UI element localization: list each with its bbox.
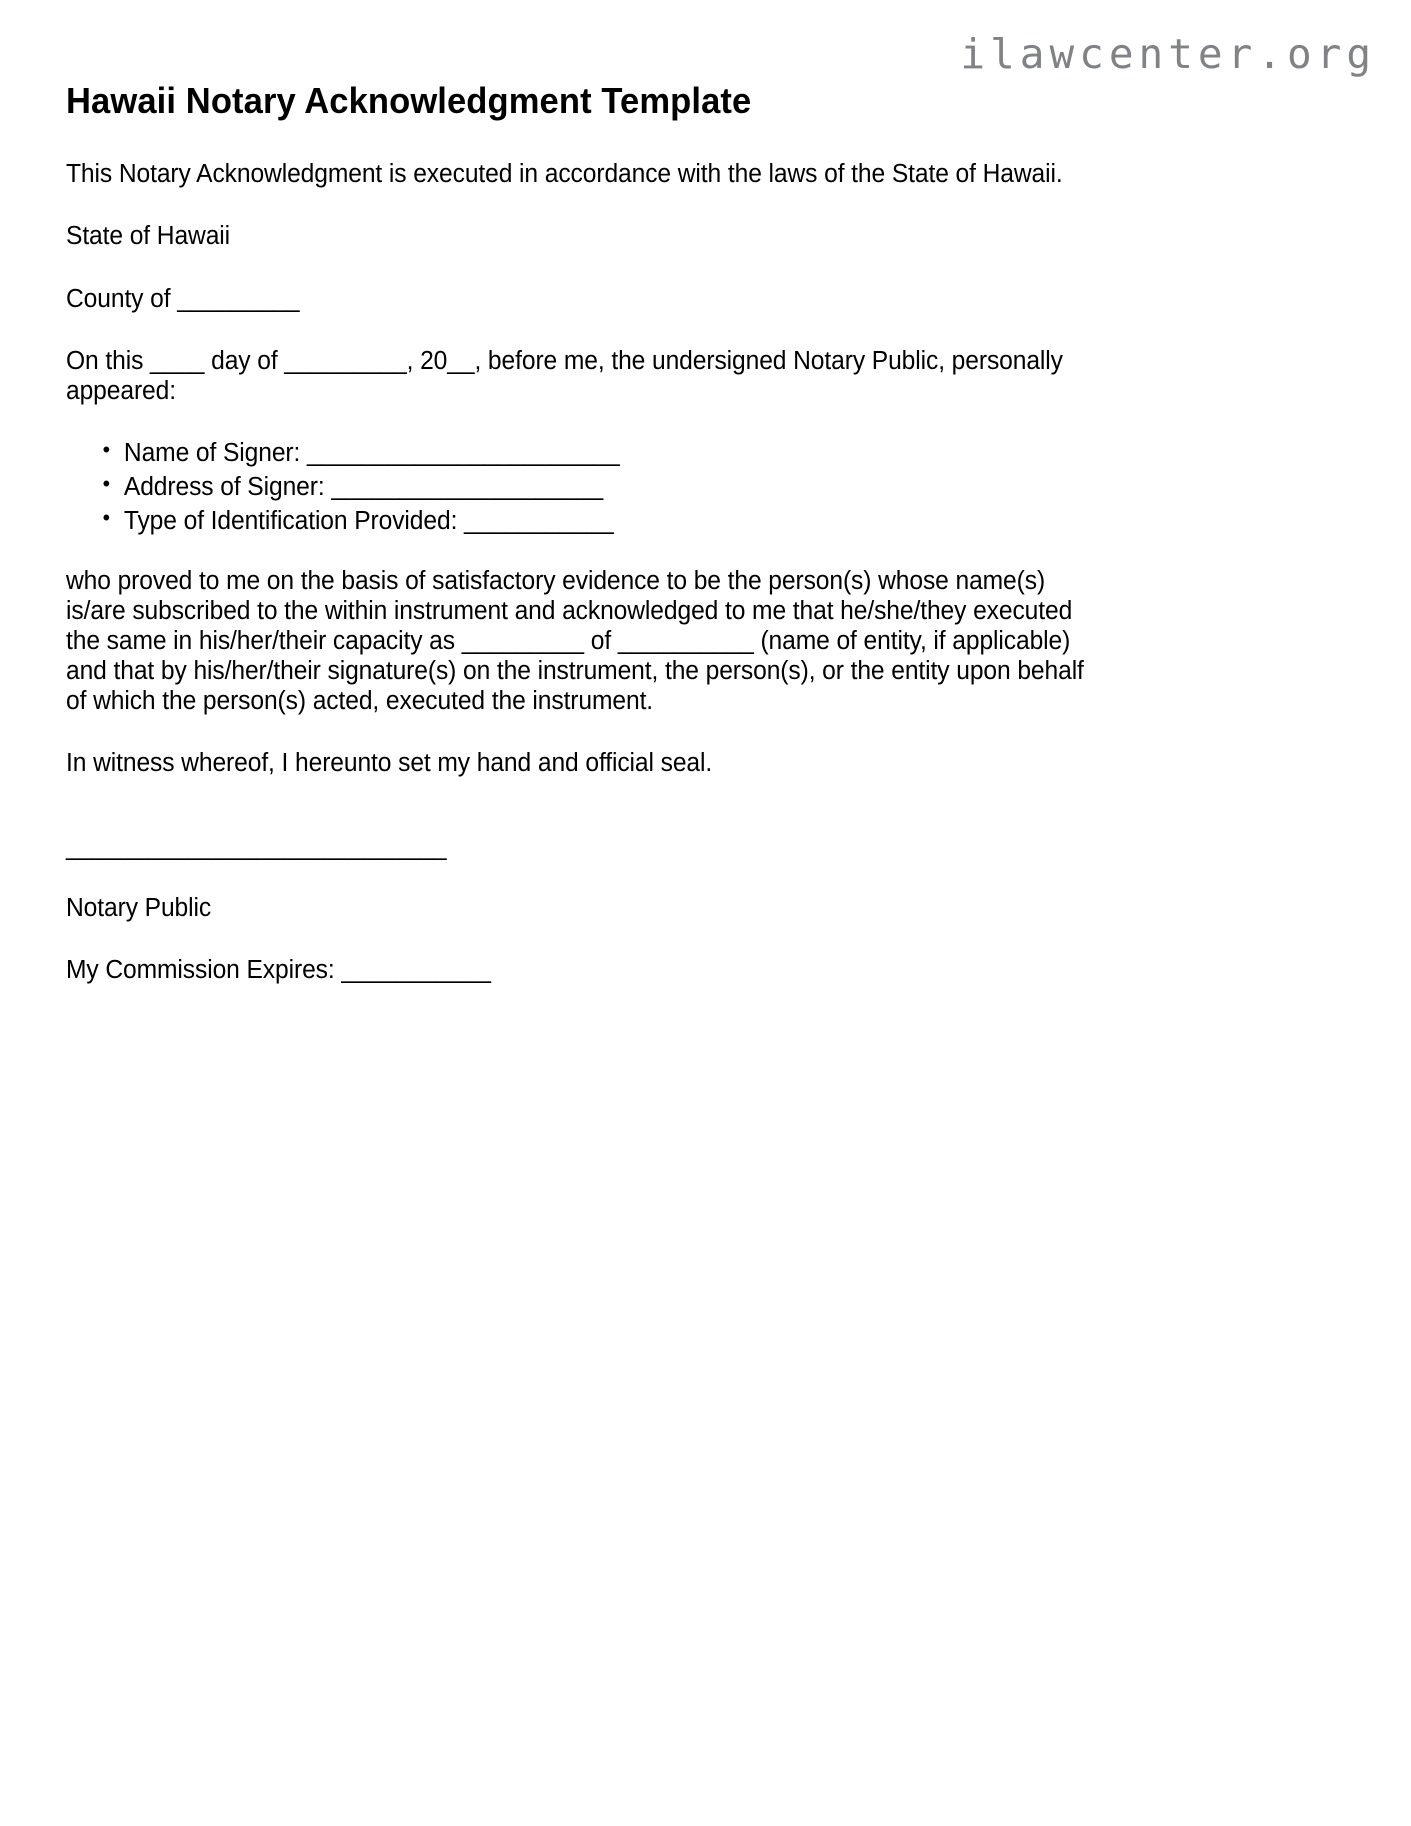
commission-expires-line: My Commission Expires: ___________ <box>66 955 491 984</box>
county-line: County of _________ <box>66 284 300 313</box>
page-title: Hawaii Notary Acknowledgment Template <box>66 80 752 121</box>
appearance-paragraph: On this ____ day of _________, 20__, before me, the undersigned Notary Public, personally appeared: <box>66 346 1063 405</box>
list-item: • Name of Signer: _______________________ <box>103 438 1104 468</box>
document-content <box>66 80 1141 1017</box>
list-item: • Type of Identification Provided: ___________ <box>103 506 1104 536</box>
notary-public-label: Notary Public <box>66 893 212 922</box>
intro-paragraph: This Notary Acknowledgment is executed in accordance with the laws of the State of Hawaii. <box>66 160 1063 189</box>
site-watermark: ilawcenter.org <box>960 30 1376 78</box>
list-item: • Address of Signer: ____________________ <box>103 472 1104 502</box>
witness-paragraph: In witness whereof, I hereunto set my hand and official seal. <box>66 749 713 778</box>
proof-paragraph: who proved to me on the basis of satisfactory evidence to be the person(s) whose name(s) is/are subscribed to the within instrument and acknowledged to me that he/she/they executed the same in his/her/their capacity as _________ of __________ (name of entity, if applicable) and that by his/her/their signature(s) on the instrument, the person(s), or the entity upon behalf of which the person(s) acted, executed the instrument. <box>66 567 1084 716</box>
state-line: State of Hawaii <box>66 222 231 251</box>
signature-spacer <box>66 810 1141 832</box>
signer-fields-list <box>66 438 1103 536</box>
signature-blank-line: ____________________________ <box>66 833 447 862</box>
